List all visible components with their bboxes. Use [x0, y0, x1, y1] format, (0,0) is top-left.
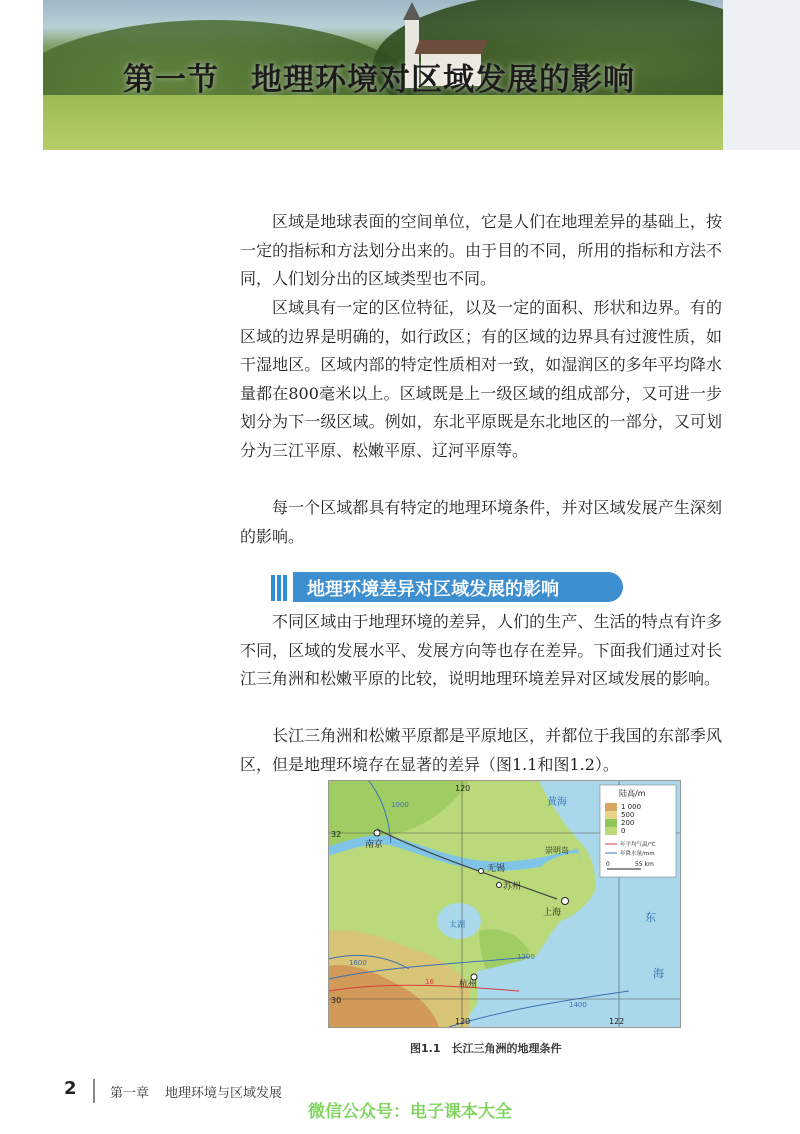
lon-label-top-120: 120 [455, 784, 471, 793]
legend-swatch-1000 [605, 803, 617, 811]
chapter-footer [110, 1082, 298, 1101]
city-label-nanjing: 南京 [365, 840, 384, 850]
city-marker-wuxi [479, 869, 484, 874]
legend-scale-end: 55 km [635, 861, 654, 868]
legend-precip: 年降水量/mm [620, 851, 655, 857]
legend-level-500: 500 [621, 811, 635, 819]
chapter-number: 第一章 [110, 1086, 150, 1101]
label-east-sea-2: 海 [653, 967, 664, 980]
intro-paragraph-3: 每一个区域都具有特定的地理环境条件，并对区域发展产生深刻的影响。 [240, 498, 722, 546]
heading-pill [293, 572, 623, 602]
map-legend [600, 785, 676, 877]
city-label-hangzhou: 杭州 [459, 980, 478, 990]
legend-level-0: 0 [621, 827, 626, 835]
label-east-sea-1: 东 [645, 911, 656, 924]
label-taihu: 太湖 [449, 920, 465, 929]
chapter-banner [43, 0, 723, 150]
legend-level-1000: 1 000 [621, 803, 642, 811]
intro-paragraph-2: 区域具有一定的区位特征，以及一定的面积、形状和边界。有的区域的边界是明确的，如行政区；有的区域的边界具有过渡性质，如干湿地区。区域内部的特定性质相对一致，如湿润区的多年平均降水量都在800毫米以上。区域既是上一级区域的组成部分，又可进一步划分为下一级区域。例如，东北平原既是东北地区的一部分，又可划分为三江平原、松嫩平原、辽河平原等。 [240, 298, 722, 460]
lon-label-bottom-120: 120 [455, 1017, 471, 1026]
city-marker-nanjing [374, 830, 380, 836]
legend-title: 陆高/m [619, 789, 646, 798]
map-svg [329, 781, 680, 1027]
legend-level-200: 200 [621, 819, 635, 827]
subsection-heading [271, 572, 623, 602]
city-label-suzhou: 苏州 [503, 882, 522, 892]
city-label-wuxi: 无锡 [487, 864, 506, 874]
isoline-label-1400: 1400 [569, 1001, 587, 1009]
legend-swatch-200 [605, 819, 617, 827]
section-title: 第一节 地理环境对区域发展的影响 [123, 62, 635, 98]
banner-margin [723, 0, 800, 150]
intro-paragraph-1: 区域是地球表面的空间单位，它是人们在地理差异的基础上，按一定的指标和方法划分出来的。由于目的不同，所用的指标和方法不同，人们划分出的区域类型也不同。 [240, 212, 722, 288]
lon-label-bottom-122: 122 [609, 1017, 625, 1026]
chapter-title: 地理环境与区域发展 [165, 1086, 283, 1101]
heading-text: 地理环境差异对区域发展的影响 [307, 579, 559, 600]
isoline-label-16: 16 [425, 978, 434, 986]
label-yellow-sea: 黄海 [547, 797, 567, 808]
legend-scale-start: 0 [606, 861, 610, 868]
legend-swatch-0 [605, 827, 617, 835]
isoline-label-1600: 1600 [349, 959, 367, 967]
isoline-label-1000: 1000 [391, 801, 409, 809]
heading-bars-icon [271, 575, 287, 601]
banner-meadow [43, 95, 723, 150]
city-label-shanghai: 上海 [543, 908, 562, 918]
legend-temp: 年平均气温/℃ [620, 842, 656, 848]
lat-label-30: 30 [331, 996, 342, 1005]
page-number: 2 [64, 1078, 77, 1099]
lat-label-32: 32 [331, 830, 342, 839]
label-chongming: 崇明岛 [545, 846, 569, 855]
city-marker-shanghai [562, 898, 569, 905]
watermark-text: 微信公众号：电子课本大全 [308, 1102, 512, 1122]
section-paragraph-2: 长江三角洲和松嫩平原都是平原地区，并都位于我国的东部季风区，但是地理环境存在显著的差异（图1.1和图1.2）。 [240, 726, 722, 774]
city-marker-suzhou [497, 883, 502, 888]
footer-divider [93, 1079, 95, 1103]
yangtze-delta-map [328, 780, 681, 1028]
isoline-label-1200: 1200 [517, 953, 535, 961]
legend-swatch-500 [605, 811, 617, 819]
figure-caption: 图1.1 长江三角洲的地理条件 [410, 1042, 562, 1055]
section-paragraph-1: 不同区域由于地理环境的差异，人们的生产、生活的特点有许多不同，区域的发展水平、发展方向等也存在差异。下面我们通过对长江三角洲和松嫩平原的比较，说明地理环境差异对区域发展的影响。 [240, 612, 722, 688]
